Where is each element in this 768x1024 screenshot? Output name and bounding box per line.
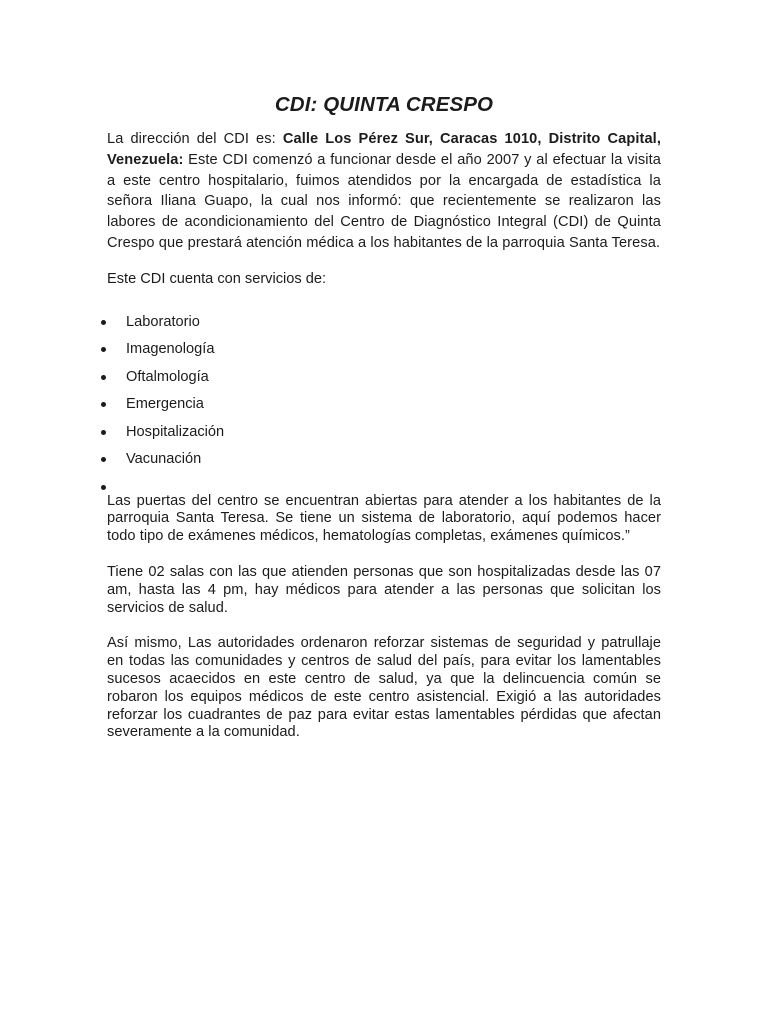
intro-address: Calle Los Pérez Sur, Caracas 1010, Distrito Capital, Venezuela:: [107, 131, 661, 168]
rooms-paragraph: Tiene 02 salas con las que atienden personas que son hospitalizadas desde las 07 am, hasta las 4 pm, hay médicos para atender a las personas que solicitan los servicios de salud.: [107, 563, 661, 616]
service-label: Oftalmología: [126, 368, 209, 385]
bullet-icon: [101, 457, 106, 462]
service-label: Hospitalización: [126, 423, 225, 440]
intro-paragraph: [107, 129, 661, 254]
document-title: CDI: QUINTA CRESPO: [274, 93, 494, 116]
doors-paragraph: Las puertas del centro se encuentran abiertas para atender a los habitantes de la parroquia Santa Teresa. Se tiene un sistema de laboratorio, aquí podemos hacer todo tipo de exámenes médicos, hematologías completas, exámenes químicos.”: [107, 492, 661, 545]
services-intro: Este CDI cuenta con servicios de:: [107, 270, 327, 287]
service-label: Imagenología: [126, 341, 215, 358]
list-item: [101, 449, 661, 477]
document-page: [107, 0, 661, 742]
list-item: [101, 339, 661, 367]
bullet-icon: [101, 402, 106, 407]
security-paragraph: Así mismo, Las autoridades ordenaron reforzar sistemas de seguridad y patrullaje en todas las comunidades y centros de salud del país, para evitar los lamentables sucesos acaecidos en este centro de salud, ya que la delincuencia común se robaron los equipos médicos de este centro asistencial. Exigió a las autoridades reforzar los cuadrantes de paz para evitar estas lamentables pérdidas que afectan severamente a la comunidad.: [107, 635, 661, 741]
list-item: [101, 312, 661, 340]
bullet-icon: [101, 485, 106, 490]
list-item: [101, 394, 661, 422]
service-label: Vacunación: [126, 451, 202, 468]
bullet-icon: [101, 320, 106, 325]
bullet-icon: [101, 347, 106, 352]
bullet-icon: [101, 430, 106, 435]
bullet-icon: [101, 375, 106, 380]
service-label: Emergencia: [126, 396, 204, 413]
list-item: [101, 367, 661, 395]
list-item: [101, 477, 661, 491]
services-list: [101, 312, 661, 491]
service-label: Laboratorio: [126, 313, 200, 330]
intro-rest: Este CDI comenzó a funcionar desde el año 2007 y al efectuar la visita a este centro hospitalario, fuimos atendidos por la encargada de estadística la señora Iliana Guapo, la cual nos informó: que recientemente se realizaron las labores de acondicionamiento del Centro de Diagnóstico Integral (CDI) de Quinta Crespo que prestará atención médica a los habitantes de la parroquia Santa Teresa.: [107, 151, 661, 251]
list-item: [101, 422, 661, 450]
intro-lead: La dirección del CDI es:: [107, 131, 283, 147]
